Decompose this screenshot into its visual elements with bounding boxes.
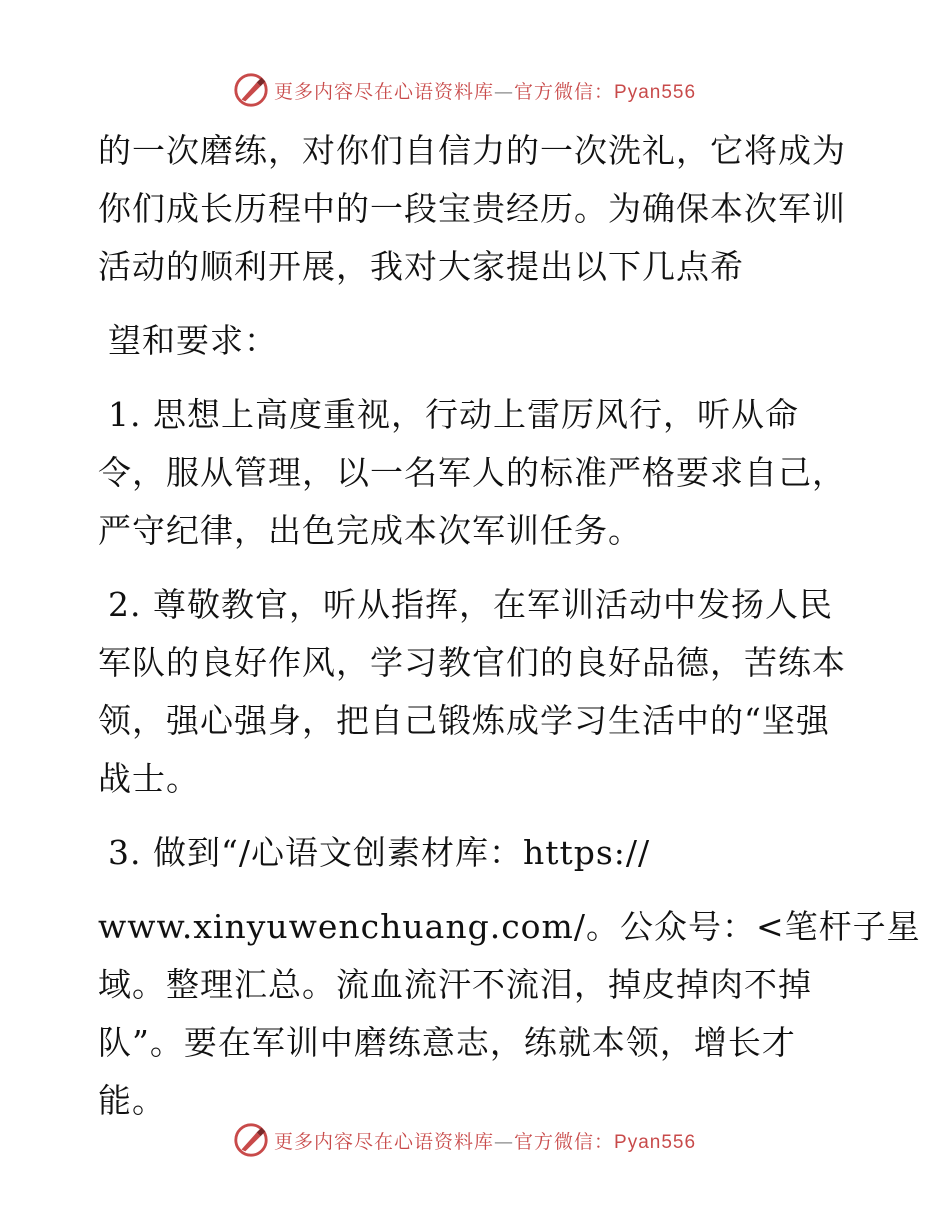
list-item-2-line: 2. 尊敬教官，听从指挥，在军训活动中发扬人民 (108, 585, 833, 624)
list-item-2-line: 军队的良好作风，学习教官们的良好品德，苦练本 (98, 643, 846, 682)
list-item-3-line: 队”。要在军训中磨练意志，练就本领，增长才 (98, 1023, 796, 1062)
list-item-1-line: 严守纪律，出色完成本次军训任务。 (98, 511, 642, 550)
header-banner-text (274, 77, 696, 104)
body-line: 活动的顺利开展，我对大家提出以下几点希 (98, 247, 744, 286)
header-wechat-id: Pyan556 (614, 81, 697, 103)
footer-wechat-id: Pyan556 (614, 1131, 697, 1153)
footer-separator: — (494, 1130, 515, 1153)
header-site-text: 更多内容尽在心语资料库 (274, 80, 495, 103)
body-line: 你们成长历程中的一段宝贵经历。为确保本次军训 (98, 189, 846, 228)
list-item-1-line: 1. 思想上高度重视，行动上雷厉风行，听从命 (108, 395, 799, 434)
pen-logo-icon (232, 1121, 270, 1159)
list-item-3-line: 域。整理汇总。流血流汗不流泪，掉皮掉肉不掉 (98, 965, 812, 1004)
pen-logo-icon (232, 71, 270, 109)
list-item-3-line: 能。 (98, 1081, 166, 1120)
page-header-banner (232, 70, 696, 110)
body-line: 的一次磨练，对你们自信力的一次洗礼，它将成为 (98, 131, 846, 170)
document-body (98, 122, 921, 1130)
footer-site-text: 更多内容尽在心语资料库 (274, 1130, 495, 1153)
list-item-2-line: 战士。 (98, 759, 200, 798)
footer-wechat-label: 官方微信： (514, 1130, 615, 1153)
page-footer-banner (232, 1120, 696, 1160)
list-item-3-line: 3. 做到“/心语文创素材库：https:// (108, 833, 651, 872)
list-item-2-line: 领，强心强身，把自己锻炼成学习生活中的“坚强 (98, 701, 830, 740)
list-item-1-line: 令，服从管理，以一名军人的标准严格要求自己， (98, 453, 846, 492)
header-separator: — (494, 80, 515, 103)
list-item-3-line: www.xinyuwenchuang.com/。公众号：<笔杆子星 (98, 907, 921, 946)
header-wechat-label: 官方微信： (514, 80, 615, 103)
footer-banner-text (274, 1127, 696, 1154)
body-line: 望和要求： (108, 321, 278, 360)
